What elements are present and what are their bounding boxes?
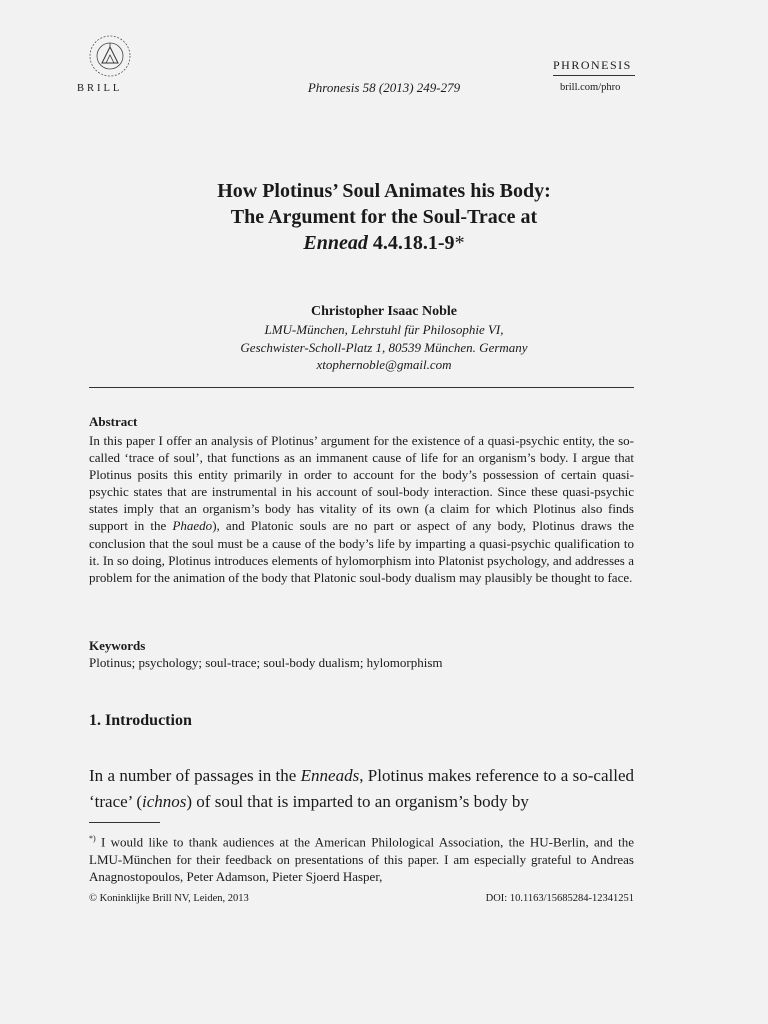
author-block bbox=[0, 303, 768, 374]
journal-name-rule bbox=[553, 75, 635, 76]
footnote-rule bbox=[89, 822, 160, 823]
doi[interactable]: DOI: 10.1163/15685284-12341251 bbox=[485, 893, 634, 904]
abstract-part-1: In this paper I offer an analysis of Plotinus’ argument for the existence of a quasi-psychic entity, the so-called ‘trace of soul’, that functions as an immanent cause of life for an organism’s body. I argue that Plotinus posits this entity primarily in order to account for the body’s possession of certain quasi-psychic states that are instrumental in his account of soul-body interaction. Since these quasi-psychic states imply that an organism’s body has vitality of its own (a claim for which Plotinus also finds support in the bbox=[89, 433, 634, 534]
publisher-name: BRILL bbox=[77, 83, 123, 94]
copyright: © Koninklijke Brill NV, Leiden, 2013 bbox=[89, 893, 249, 904]
title-line-2: The Argument for the Soul-Trace at bbox=[230, 206, 538, 228]
abstract-italic: Phaedo bbox=[172, 518, 213, 534]
body-text-3: ) of soul that is imparted to an organism’s body by bbox=[186, 792, 529, 811]
body-italic-1: Enneads bbox=[300, 766, 360, 785]
title-line-3 bbox=[0, 230, 768, 256]
title-italic: Ennead bbox=[303, 232, 368, 254]
affiliation-line-1: LMU-München, Lehrstuhl für Philosophie VI, bbox=[264, 322, 504, 337]
body-paragraph bbox=[89, 763, 634, 815]
title-line-3-rest: 4.4.18.1-9 bbox=[367, 232, 455, 254]
section-heading: 1. Introduction bbox=[89, 712, 192, 729]
journal-name: PHRONESIS bbox=[553, 58, 632, 72]
keywords-text: Plotinus; psychology; soul-trace; soul-body dualism; hylomorphism bbox=[89, 655, 443, 670]
keywords-heading: Keywords bbox=[89, 638, 146, 653]
abstract-text bbox=[89, 432, 634, 586]
header-divider bbox=[89, 387, 634, 388]
title-footnote-marker[interactable]: * bbox=[454, 232, 465, 254]
footnote-text: I would like to thank audiences at the American Philological Association, the HU-Berlin, and the LMU-München for their feedback on presentations of this paper. I am especially grateful to Andreas Anagnostopoulos, Peter Adamson, Pieter Sjoerd Hasper, bbox=[89, 834, 634, 885]
body-italic-2: ichnos bbox=[142, 792, 187, 811]
title-line-1: How Plotinus’ Soul Animates his Body: bbox=[217, 180, 551, 202]
author-name: Christopher Isaac Noble bbox=[311, 304, 457, 319]
journal-reference: Phronesis 58 (2013) 249-279 bbox=[307, 80, 461, 95]
brill-seal-icon bbox=[80, 30, 140, 82]
abstract-part-2: ), and Platonic souls are no part or aspect of any body, Plotinus draws the conclusion that the soul must be a cause of the body’s life by imparting a quasi-psychic qualification to it. In so doing, Plotinus introduces elements of hylomorphism into Platonist psychology, and addresses a problem for the animation of the body that Platonic soul-body dualism may plausibly be thought to face. bbox=[89, 518, 634, 585]
author-email[interactable]: xtophernoble@gmail.com bbox=[316, 357, 452, 372]
body-text-1: In a number of passages in the bbox=[89, 766, 301, 785]
body-text-2: , Plotinus makes reference to a so-called ‘trace’ ( bbox=[89, 766, 634, 811]
journal-url[interactable]: brill.com/phro bbox=[560, 82, 621, 93]
abstract-heading: Abstract bbox=[89, 414, 138, 429]
footnote bbox=[89, 830, 634, 886]
affiliation-line-2: Geschwister-Scholl-Platz 1, 80539 München. Germany bbox=[240, 339, 528, 355]
footnote-marker: *) bbox=[89, 834, 96, 843]
paper-title bbox=[0, 178, 768, 256]
